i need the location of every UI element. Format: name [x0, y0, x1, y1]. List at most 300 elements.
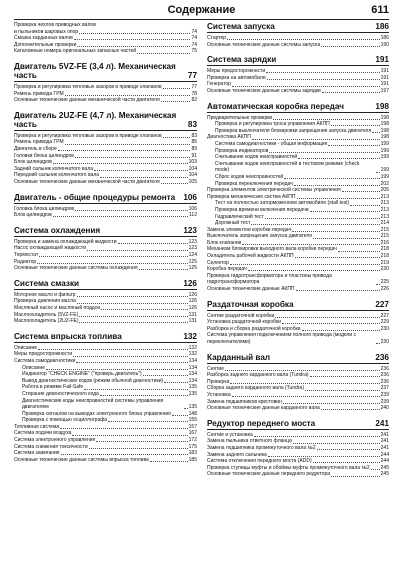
toc-entry-page: 134: [188, 377, 197, 384]
toc-entry-title: Дополнительные проверки: [14, 41, 77, 48]
toc-entry-title: Маслоохладитель (5VZ-FE): [14, 311, 79, 318]
section-page-number: 106: [183, 192, 197, 202]
toc-section: [14, 22, 197, 55]
dot-leader: [283, 403, 380, 404]
section-page-number: 236: [375, 352, 389, 362]
toc-entry[interactable]: [14, 48, 197, 55]
dot-leader: [161, 183, 188, 184]
dot-leader: [248, 270, 380, 271]
section-heading[interactable]: [14, 111, 197, 131]
section-page-number: 227: [375, 299, 389, 309]
toc-entry-title: Система управления подключением полного привода (модели с переключателями): [207, 332, 357, 346]
toc-entry-title: Двигатель в сборе: [14, 146, 57, 152]
toc-entry[interactable]: [14, 153, 197, 160]
page-number: 611: [371, 4, 389, 16]
dot-leader: [266, 72, 380, 73]
dot-leader: [296, 290, 380, 291]
toc-entry[interactable]: [207, 471, 389, 478]
dot-leader: [163, 137, 191, 138]
toc-entry-title: Проверка: [207, 378, 230, 385]
toc-entry[interactable]: [207, 399, 389, 406]
toc-entry-title: Дорожный тест: [215, 220, 251, 227]
section-heading[interactable]: [207, 419, 389, 430]
toc-entry-page: 213: [380, 193, 389, 200]
toc-entry[interactable]: [14, 417, 197, 424]
toc-entry-page: 199: [380, 147, 389, 154]
toc-entry[interactable]: [14, 172, 197, 179]
toc-entry-page: 227: [380, 312, 389, 319]
toc-entry-page: 91: [191, 152, 197, 159]
toc-entry-title: Задний сальник коленчатого вала: [14, 165, 94, 172]
section-title: Двигатель 5VZ-FE (3,4 л). Механическая часть: [14, 61, 176, 80]
toc-entry-title: Проверка ступицы муфты и обоймы муфты промежуточного вала №2: [207, 464, 370, 471]
toc-entry-title: Основные технические данные механической части двигателя: [14, 178, 160, 185]
dot-leader: [293, 443, 380, 444]
toc-entry[interactable]: [207, 227, 389, 234]
toc-entry-page: 126: [188, 298, 197, 305]
toc-entry-title: Диагностические коды неисправностей системы управления двигателем: [22, 397, 164, 411]
dot-leader: [313, 462, 380, 463]
toc-entry-page: 230: [380, 325, 389, 332]
toc-entry-title: Головка блока цилиндров: [14, 205, 75, 212]
section-title: Двигатель 2UZ-FE (4,7 л). Механическая часть: [14, 110, 177, 129]
toc-entry-page: 197: [380, 88, 389, 94]
toc-entry-title: Замена заднего сальника: [207, 451, 267, 458]
toc-entry[interactable]: [207, 121, 389, 128]
toc-entry-page: 74: [191, 28, 197, 35]
toc-entry-page: 241: [380, 445, 389, 451]
dot-leader: [310, 376, 380, 377]
dot-leader: [172, 415, 188, 416]
toc-entry-page: 78: [191, 90, 197, 97]
toc-entry-title: Основные технические данные переднего редуктора: [207, 471, 331, 478]
toc-entry-page: 186: [380, 35, 389, 42]
dot-leader: [164, 382, 188, 383]
toc-entry-page: 229: [380, 319, 389, 326]
toc-entry-page: 134: [188, 364, 197, 371]
toc-entry-page: 240: [380, 405, 389, 412]
toc-entry-page: 74: [191, 35, 197, 42]
toc-entry-title: Сборка заднего карданного вала (Tundra): [207, 385, 305, 392]
dot-leader: [294, 185, 380, 186]
toc-entry[interactable]: [207, 154, 389, 161]
toc-section: [207, 102, 389, 293]
dot-leader: [251, 224, 379, 225]
dot-leader: [79, 322, 187, 323]
dot-leader: [321, 46, 380, 47]
toc-entry-title: Ремень привода ГРМ: [14, 90, 64, 97]
toc-entry[interactable]: [207, 432, 389, 439]
dot-leader: [252, 139, 380, 140]
toc-entry[interactable]: [207, 141, 389, 148]
toc-entry[interactable]: [14, 84, 197, 91]
section-title: Автоматическая коробка передач: [207, 101, 344, 111]
dot-leader: [225, 370, 380, 371]
toc-entry[interactable]: [14, 450, 197, 457]
toc-entry[interactable]: [207, 392, 389, 399]
toc-entry-title: Селектор: [207, 259, 229, 266]
toc-entry-page: 230: [380, 339, 389, 346]
toc-entry[interactable]: [14, 424, 197, 431]
toc-entry-page: 218: [380, 253, 389, 260]
toc-entry[interactable]: [207, 81, 389, 88]
dot-leader: [60, 428, 187, 429]
dot-leader: [75, 157, 190, 158]
toc-entry[interactable]: [14, 97, 197, 104]
toc-entry[interactable]: [207, 187, 389, 194]
dot-leader: [297, 198, 380, 199]
toc-entry-title: Проверка и регулировка тепловых зазоров в приводе клапанов: [14, 132, 162, 139]
toc-entry-title: Головки блока цилиндров: [14, 152, 74, 159]
toc-entry[interactable]: [14, 411, 197, 418]
toc-entry-page: 134: [188, 371, 197, 378]
toc-entry[interactable]: [207, 68, 389, 75]
toc-entry[interactable]: [14, 378, 197, 385]
toc-entry-page: 134: [188, 357, 197, 364]
toc-entry[interactable]: [207, 260, 389, 267]
toc-entry[interactable]: [14, 292, 197, 299]
toc-entry[interactable]: [207, 445, 389, 452]
toc-entry-title: и пыльников шаровых опор: [14, 28, 79, 35]
section-heading[interactable]: [207, 353, 389, 364]
section-heading[interactable]: [14, 279, 197, 290]
toc-entry-page: 104: [188, 172, 197, 179]
toc-entry-page: 89: [191, 146, 197, 152]
section-heading[interactable]: [207, 22, 389, 33]
toc-entry[interactable]: [207, 220, 389, 227]
toc-entry-title: Диагностика АКПП: [207, 134, 251, 141]
toc-entry[interactable]: [207, 332, 389, 345]
toc-entry-page: 191: [380, 81, 389, 88]
toc-entry-page: 82: [191, 97, 197, 104]
toc-entry[interactable]: [14, 29, 197, 36]
toc-entry-title: Смазка карданных валов: [14, 35, 73, 42]
toc-entry-page: 199: [380, 140, 389, 147]
toc-entry[interactable]: [14, 444, 197, 451]
dot-leader: [77, 303, 188, 304]
toc-entry-page: 219: [380, 259, 389, 266]
toc-entry[interactable]: [14, 384, 197, 391]
toc-entry-title: Система отключения переднего моста (ADD): [207, 458, 312, 465]
dot-leader: [317, 449, 380, 450]
toc-entry[interactable]: [207, 458, 389, 465]
toc-section: [14, 62, 197, 104]
toc-entry-title: Блок цилиндров: [14, 212, 52, 219]
toc-entry-page: 205: [380, 187, 389, 194]
toc-entry-title: Передний сальник коленчатого вала: [14, 172, 100, 179]
toc-entry-title: Описание: [14, 344, 38, 351]
toc-entry-title: Проверка чехлов приводных валов: [14, 22, 96, 28]
dot-leader: [89, 448, 188, 449]
dot-leader: [137, 53, 190, 54]
section-page-number: 186: [375, 22, 389, 31]
toc-entry[interactable]: [207, 326, 389, 333]
toc-entry-title: Установка раздаточной коробки: [207, 319, 281, 326]
toc-entry-title: Генератор: [207, 81, 231, 88]
toc-entry[interactable]: [14, 146, 197, 153]
toc-entry-title: Меры предосторожности: [207, 68, 266, 75]
toc-entry-title: Маслоохладитель (2UZ-FE): [14, 318, 79, 325]
toc-entry-page: 148: [188, 410, 197, 417]
toc-entry[interactable]: [207, 42, 389, 49]
toc-entry[interactable]: [14, 252, 197, 259]
dot-leader: [143, 375, 188, 376]
toc-entry[interactable]: [207, 379, 389, 386]
dot-leader: [292, 231, 380, 232]
section-heading[interactable]: [14, 62, 197, 82]
toc-entry[interactable]: [14, 212, 197, 219]
toc-entry-title: Проверка и регулировка троса управления АКПП: [215, 121, 330, 128]
toc-entry-title: Масляный насос и масляный поддон: [14, 304, 101, 311]
toc-entry[interactable]: [207, 35, 389, 42]
dot-leader: [282, 323, 380, 324]
toc-section: [14, 226, 197, 272]
toc-entry[interactable]: [207, 115, 389, 122]
toc-section: [207, 300, 389, 346]
toc-entry[interactable]: [207, 273, 389, 286]
toc-entry-page: 199: [380, 167, 389, 174]
toc-entry[interactable]: [207, 385, 389, 392]
toc-entry[interactable]: [14, 245, 197, 252]
dot-leader: [298, 158, 379, 159]
toc-entry-page: 202: [380, 180, 389, 187]
toc-entry[interactable]: [14, 358, 197, 365]
toc-entry[interactable]: [207, 372, 389, 379]
toc-entry-page: 167: [188, 430, 197, 437]
toc-entry[interactable]: [14, 365, 197, 372]
dot-leader: [268, 456, 380, 457]
toc-entry[interactable]: [14, 318, 197, 325]
toc-entry[interactable]: [207, 134, 389, 141]
section-heading[interactable]: [207, 102, 389, 113]
toc-entry[interactable]: [14, 398, 197, 411]
toc-entry-page: 85: [191, 139, 197, 146]
toc-section: [14, 279, 197, 325]
toc-entry-title: Основные технические данные системы впрыска топлива: [14, 456, 149, 463]
toc-entry-title: Проверка давления масла: [14, 298, 76, 305]
dot-leader: [39, 256, 187, 257]
dot-leader: [331, 125, 380, 126]
toc-entry[interactable]: [207, 174, 389, 181]
toc-entry[interactable]: [207, 200, 389, 207]
toc-entry[interactable]: [207, 465, 389, 472]
toc-entry[interactable]: [207, 240, 389, 247]
dot-leader: [267, 79, 380, 80]
toc-entry[interactable]: [14, 179, 197, 186]
toc-entry-title: Механизм блокировки выходного вала коробки передач: [207, 246, 337, 253]
page-title: Содержание: [167, 4, 236, 16]
toc-entry-page: 103: [188, 159, 197, 166]
toc-entry[interactable]: [207, 161, 389, 174]
toc-entry-title: Вывод диагностических кодов (режим обычной диагностики): [22, 377, 164, 384]
toc-entry-title: Разборка и сборка раздаточной коробки: [207, 325, 301, 332]
toc-entry-title: Проверка с помощью осциллографа: [22, 417, 108, 424]
section-page-number: 132: [183, 331, 197, 341]
toc-entry-title: Гидравлический тест: [215, 213, 264, 220]
toc-entry-title: Коробка передач: [207, 266, 247, 273]
toc-entry-page: 75: [191, 48, 197, 55]
toc-entry-page: 135: [188, 384, 197, 391]
section-page-number: 126: [183, 278, 197, 288]
toc-entry-page: 132: [188, 344, 197, 351]
toc-entry[interactable]: [207, 194, 389, 201]
toc-entry[interactable]: [14, 298, 197, 305]
toc-entry[interactable]: [207, 405, 389, 412]
toc-entry[interactable]: [207, 207, 389, 214]
dot-leader: [230, 383, 379, 384]
toc-entry-title: Основные технические данные системы зарядки: [207, 88, 321, 94]
toc-entry-title: Каталожные номера оригинальных запасных частей: [14, 48, 137, 55]
toc-entry-page: 225: [380, 279, 389, 286]
toc-entry-title: Проверка и регулировка тепловых зазоров в приводе клапанов: [14, 84, 162, 90]
toc-entry[interactable]: [14, 437, 197, 444]
toc-entry[interactable]: [14, 265, 197, 272]
section-page-number: 77: [187, 70, 197, 80]
toc-entry-title: Система зажигания: [14, 450, 60, 457]
section-heading[interactable]: [14, 193, 197, 204]
toc-entry-page: 245: [380, 464, 389, 471]
section-title: Двигатель - общие процедуры ремонта: [14, 192, 176, 202]
toc-entry-page: 185: [188, 456, 197, 463]
dot-leader: [284, 178, 379, 179]
dot-leader: [77, 46, 190, 47]
toc-entry-page: 106: [188, 205, 197, 212]
toc-entry-title: Считывание кодов неисправностей в тестовом режиме (check mode): [215, 160, 360, 174]
dot-leader: [372, 132, 379, 133]
dot-leader: [232, 86, 380, 87]
toc-entry[interactable]: [14, 259, 197, 266]
toc-entry-page: 135: [188, 404, 197, 411]
toc-entry-title: Работа в режиме Fail-Safe: [22, 384, 84, 391]
dot-leader: [77, 296, 188, 297]
toc-entry[interactable]: [14, 133, 197, 140]
toc-entry[interactable]: [14, 371, 197, 378]
toc-entry[interactable]: [207, 253, 389, 260]
toc-entry[interactable]: [207, 452, 389, 459]
dot-leader: [74, 39, 191, 40]
dot-leader: [328, 145, 379, 146]
dot-leader: [254, 436, 380, 437]
toc-entry-page: 226: [380, 286, 389, 293]
toc-entry-page: 218: [380, 246, 389, 253]
toc-entry-page: 198: [380, 114, 389, 121]
section-title: Система охлаждения: [14, 225, 101, 235]
dot-leader: [338, 251, 380, 252]
toc-entry-page: 126: [188, 304, 197, 311]
toc-entry-title: Замена элементов коробки передач: [207, 226, 292, 233]
section-heading[interactable]: [207, 300, 389, 311]
toc-entry-page: 237: [380, 385, 389, 392]
toc-entry-title: Проверка и замена охлаждающей жидкости: [14, 238, 117, 245]
toc-section: [207, 55, 389, 94]
section-heading[interactable]: [207, 55, 389, 66]
toc-entry[interactable]: [207, 286, 389, 293]
section-heading[interactable]: [14, 226, 197, 237]
toc-entry-page: 123: [188, 238, 197, 245]
toc-section: [14, 332, 197, 464]
toc-entry[interactable]: [14, 22, 197, 29]
toc-entry[interactable]: [207, 366, 389, 373]
section-title: Система зарядки: [207, 55, 277, 65]
dot-leader: [96, 441, 187, 442]
toc-entry-title: Замена пыльника ответного фланца: [207, 438, 292, 445]
toc-entry-page: 190: [380, 41, 389, 48]
toc-entry-page: 213: [380, 213, 389, 220]
toc-entry[interactable]: [14, 312, 197, 319]
toc-entry-page: 125: [188, 265, 197, 272]
dot-leader: [100, 395, 188, 396]
dot-leader: [232, 396, 380, 397]
toc-entry-page: 244: [380, 458, 389, 465]
dot-leader: [94, 170, 188, 171]
toc-entry-page: 131: [188, 311, 197, 318]
toc-entry[interactable]: [14, 206, 197, 213]
dot-leader: [53, 163, 188, 164]
toc-entry-page: 239: [380, 398, 389, 405]
toc-entry[interactable]: [14, 159, 197, 166]
dot-leader: [184, 408, 188, 409]
toc-entry-title: Разборка заднего карданного вала (Tundra): [207, 372, 309, 379]
dot-leader: [108, 421, 188, 422]
section-heading[interactable]: [14, 332, 197, 343]
toc-entry-page: 191: [380, 68, 389, 75]
toc-entry-title: Проверка на автомобиле: [207, 74, 266, 81]
dot-leader: [118, 243, 188, 244]
toc-entry[interactable]: [207, 438, 389, 445]
toc-entry-page: 213: [380, 200, 389, 207]
dot-leader: [79, 33, 190, 34]
dot-leader: [37, 263, 188, 264]
toc-entry[interactable]: [207, 266, 389, 273]
dot-leader: [273, 119, 379, 120]
dot-leader: [227, 39, 380, 40]
toc-entry-page: 236: [380, 372, 389, 379]
toc-entry[interactable]: [14, 457, 197, 464]
toc-entry[interactable]: [14, 305, 197, 312]
toc-entry[interactable]: [14, 391, 197, 398]
dot-leader: [230, 264, 380, 265]
toc-entry[interactable]: [207, 233, 389, 240]
toc-entry-title: Проверка времени включения передачи: [215, 206, 309, 213]
dot-leader: [139, 269, 188, 270]
toc-entry[interactable]: [14, 345, 197, 352]
toc-entry-page: 124: [188, 251, 197, 258]
toc-entry-page: 199: [380, 173, 389, 180]
dot-leader: [53, 216, 188, 217]
section-title: Система смазки: [14, 278, 80, 288]
dot-leader: [150, 461, 188, 462]
dot-leader: [376, 343, 380, 344]
toc-entry-title: Считывание кодов неисправностей: [215, 154, 298, 161]
toc-entry-title: Описание: [22, 364, 46, 371]
toc-entry[interactable]: [207, 128, 389, 135]
toc-entry[interactable]: [207, 88, 389, 95]
section-page-number: 123: [183, 225, 197, 235]
toc-entry[interactable]: [14, 430, 197, 437]
toc-section: [207, 353, 389, 412]
dot-leader: [38, 349, 188, 350]
toc-entry[interactable]: [207, 319, 389, 326]
toc-entry[interactable]: [14, 139, 197, 146]
toc-entry-page: 104: [188, 165, 197, 172]
toc-entry-title: Основные технические данные АКПП: [207, 286, 295, 293]
dot-leader: [275, 317, 379, 318]
dot-leader: [242, 244, 379, 245]
toc-entry[interactable]: [14, 35, 197, 42]
toc-entry-title: Моторное масло и фильтр: [14, 291, 76, 298]
toc-entry[interactable]: [207, 75, 389, 82]
toc-entry[interactable]: [14, 351, 197, 358]
